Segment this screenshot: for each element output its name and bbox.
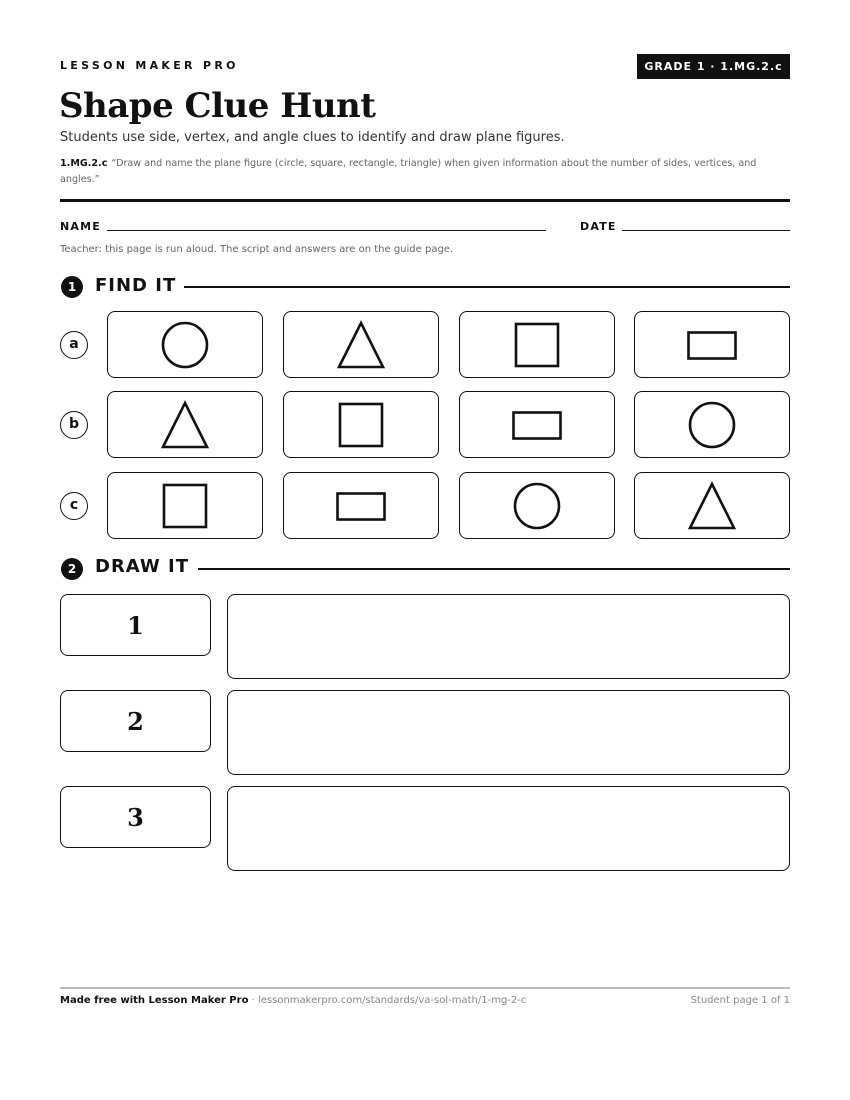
shape-card-b-2[interactable] [283,391,439,458]
shape-card-a-3[interactable] [459,311,615,378]
drawing-area-3[interactable] [227,786,790,871]
triangle-icon [331,315,391,375]
square-icon [155,476,215,536]
page-title: Shape Clue Hunt [59,86,376,126]
section-1-title: FIND IT [95,275,177,296]
standard-statement [60,156,795,188]
row-label-c: c [60,492,88,520]
row-label-b: b [60,411,88,439]
square-shape [164,485,206,527]
shape-card-a-1[interactable] [107,311,263,378]
square-shape [340,404,382,446]
standard-code: 1.MG.2.c [60,158,108,169]
drawing-area-1[interactable] [227,594,790,679]
circle-shape [515,484,559,528]
triangle-icon [682,476,742,536]
drawing-area-2[interactable] [227,690,790,775]
rectangle-shape [689,332,736,358]
grade-badge: GRADE 1 · 1.MG.2.c [637,54,790,79]
footer-divider [60,987,790,989]
shape-card-a-4[interactable] [634,311,790,378]
section-2-title: DRAW IT [95,556,190,577]
name-field[interactable] [107,230,546,231]
standard-text: “Draw and name the plane figure (circle, square, rectangle, triangle) when given information about the number of sides, vertices, and angles.” [60,158,757,185]
row-label-a: a [60,331,88,359]
footer-made-with: Made free with Lesson Maker Pro [60,995,249,1006]
shape-card-a-2[interactable] [283,311,439,378]
section-2-number: 2 [61,558,83,580]
section-1-rule [184,286,790,288]
clue-number-2: 2 [60,690,211,752]
triangle-shape [690,484,734,528]
square-icon [331,395,391,455]
rectangle-icon [682,315,742,375]
rectangle-icon [331,476,391,536]
shape-card-c-1[interactable] [107,472,263,539]
footer-credit [60,995,526,1006]
shape-card-c-2[interactable] [283,472,439,539]
rectangle-shape [514,412,561,438]
footer-page-number: Student page 1 of 1 [690,995,790,1006]
circle-icon [682,395,742,455]
shape-card-b-3[interactable] [459,391,615,458]
header-divider [60,199,790,202]
section-1-number: 1 [61,276,83,298]
circle-shape [163,323,207,367]
square-icon [507,315,567,375]
triangle-shape [339,323,383,367]
clue-number-3: 3 [60,786,211,848]
brand-name: LESSON MAKER PRO [60,59,239,72]
rectangle-icon [507,395,567,455]
section-2-rule [198,568,790,570]
circle-icon [507,476,567,536]
date-field[interactable] [622,230,790,231]
square-shape [516,324,558,366]
date-label: DATE [580,220,617,233]
shape-card-c-3[interactable] [459,472,615,539]
shape-card-b-4[interactable] [634,391,790,458]
name-label: NAME [60,220,101,233]
triangle-shape [163,403,207,447]
footer-link[interactable]: · lessonmakerpro.com/standards/va-sol-math/1-mg-2-c [248,995,527,1006]
circle-icon [155,315,215,375]
triangle-icon [155,395,215,455]
rectangle-shape [338,493,385,519]
page-subtitle: Students use side, vertex, and angle clues to identify and draw plane figures. [60,130,565,145]
teacher-note: Teacher: this page is run aloud. The script and answers are on the guide page. [60,244,454,255]
circle-shape [690,403,734,447]
clue-number-1: 1 [60,594,211,656]
shape-card-b-1[interactable] [107,391,263,458]
shape-card-c-4[interactable] [634,472,790,539]
